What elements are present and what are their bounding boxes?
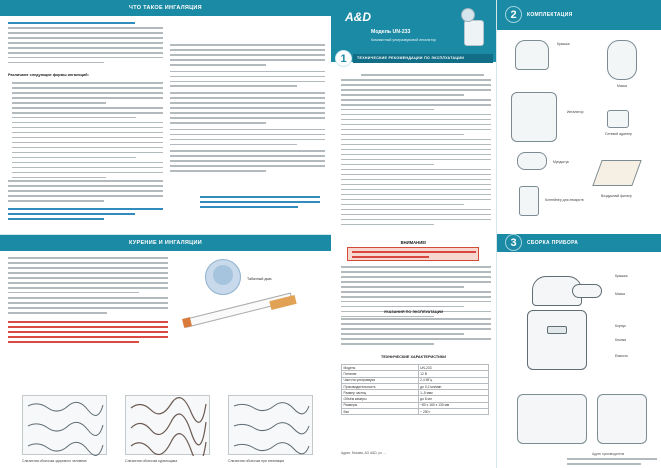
quote-text: [200, 196, 320, 211]
usage-list: [341, 318, 491, 348]
usage-title: УКАЗАНИЯ ПО ЭКСПЛУАТАЦИИ: [383, 310, 444, 314]
section-number-2: 2: [505, 6, 522, 23]
spec-value: UN-233: [418, 365, 488, 371]
spec-value: до 8 мл: [418, 396, 488, 402]
section-3-header: [497, 234, 661, 252]
mucosa-smoker-image: [125, 395, 210, 455]
warning-box: [347, 247, 479, 261]
filter-image: [592, 160, 641, 186]
manufacturer-footer: Адрес производителя: [592, 452, 625, 456]
smoke-cloud-inner: [213, 265, 233, 285]
spec-value: ~ 250 г: [418, 409, 488, 415]
general-instructions: [341, 74, 491, 229]
spec-name: Частота ультразвука: [342, 377, 419, 383]
panel-header: КУРЕНИЕ И ИНГАЛЯЦИИ: [0, 235, 331, 251]
specs-table: [341, 364, 489, 415]
assembly-label-button: Кнопка: [615, 338, 627, 342]
benefits-text: [170, 44, 325, 175]
smoke-label: Табачный дым: [247, 277, 272, 281]
caption-healthy: Слизистая оболочка здорового человека: [22, 459, 87, 463]
specs-row: [342, 409, 489, 415]
label-mask: Маска: [617, 84, 627, 88]
assembly-label-tank: Емкость: [615, 354, 629, 358]
section-number-3: 3: [505, 234, 522, 251]
spec-name: Вес: [342, 409, 419, 415]
model-subtitle: Компактный ультразвуковой ингалятор: [371, 38, 436, 42]
recommendation-text: [8, 180, 163, 205]
mucosa-healthy-image: [22, 395, 107, 455]
address-footer: Адрес: Москва, АО A&D, ул. ...: [341, 451, 387, 455]
spec-value: ~80 х 160 х 130 мм: [418, 402, 488, 408]
lid-image: [515, 40, 549, 70]
label-adapter: Сетевой адаптер: [605, 132, 632, 136]
mask-image: [607, 40, 637, 80]
label-unit: Ингалятор: [567, 110, 584, 114]
adapter-image: [607, 110, 629, 128]
caption-inhalation: Слизистая оболочка при ингаляции: [228, 459, 285, 463]
assembly-step-image: [517, 394, 587, 444]
assembly-illustration: [517, 266, 607, 386]
label-mouthpiece: Мундштук: [553, 160, 569, 164]
section-2-title: КОМПЛЕКТАЦИЯ: [527, 12, 573, 18]
section-2-header: [497, 0, 661, 30]
mucosa-inhalation-image: [228, 395, 313, 455]
panel-what-is-inhalation: [0, 0, 331, 234]
spec-value: 12 В: [418, 371, 488, 377]
spec-name: Питание: [342, 371, 419, 377]
section-3-title: СБОРКА ПРИБОРА: [527, 240, 579, 246]
manufacturer-text: [567, 458, 657, 468]
panel-smoking-inhalation: [0, 234, 331, 468]
spec-name: Производительность: [342, 383, 419, 389]
spec-name: Модель: [342, 365, 419, 371]
panel-assembly: [496, 234, 661, 468]
forms-list: [12, 82, 163, 182]
panel-header: ЧТО ТАКОЕ ИНГАЛЯЦИЯ: [0, 0, 331, 16]
section-number-1: 1: [335, 50, 352, 67]
assembly-step-image-2: [597, 394, 647, 444]
label-container: Контейнер для лекарств: [545, 198, 584, 202]
specialist-note: [8, 208, 163, 223]
panel-technical: [331, 0, 496, 468]
container-image: [519, 186, 539, 216]
intro-text: [8, 22, 163, 67]
spec-value: до 0,2 мл/мин: [418, 383, 488, 389]
spec-name: Объём камеры: [342, 396, 419, 402]
assembly-label-lid: Крышка: [615, 274, 628, 278]
section-1-title-bar: [353, 54, 493, 63]
assembly-label-mask: Маска: [615, 292, 625, 296]
specs-title: ТЕХНИЧЕСКИЕ ХАРАКТЕРИСТИКИ: [381, 355, 446, 359]
cigarette-body: [184, 293, 293, 328]
cigarette-illustration: [175, 255, 325, 345]
label-filter: Воздушный фильтр: [601, 194, 632, 198]
spec-name: Размер частиц: [342, 390, 419, 396]
spec-value: 2,4 МГц: [418, 377, 488, 383]
unit-image: [511, 92, 557, 142]
spec-name: Размеры: [342, 402, 419, 408]
spec-value: 1–5 мкм: [418, 390, 488, 396]
smoking-highlight: [8, 321, 168, 346]
section-1-title: ТЕХНИЧЕСКИЕ РЕКОМЕНДАЦИИ ПО ЭКСПЛУАТАЦИИ: [357, 56, 465, 60]
model-name: Модель UN-233: [371, 29, 411, 35]
caption-smoker: Слизистая оболочка курильщика: [125, 459, 178, 463]
assembly-label-body: Корпус: [615, 324, 626, 328]
smoking-text: [8, 257, 168, 317]
brand-logo: A&D: [345, 10, 371, 24]
brand-header: [331, 0, 496, 62]
label-lid: Крышка: [557, 42, 570, 46]
warning-title: ВНИМАНИЕ!: [400, 240, 427, 245]
panel-contents: [496, 0, 661, 234]
forms-subheading: Различают следующие формы ингаляций:: [8, 73, 89, 77]
mouthpiece-image: [517, 152, 547, 170]
nebulizer-image: [459, 6, 489, 48]
